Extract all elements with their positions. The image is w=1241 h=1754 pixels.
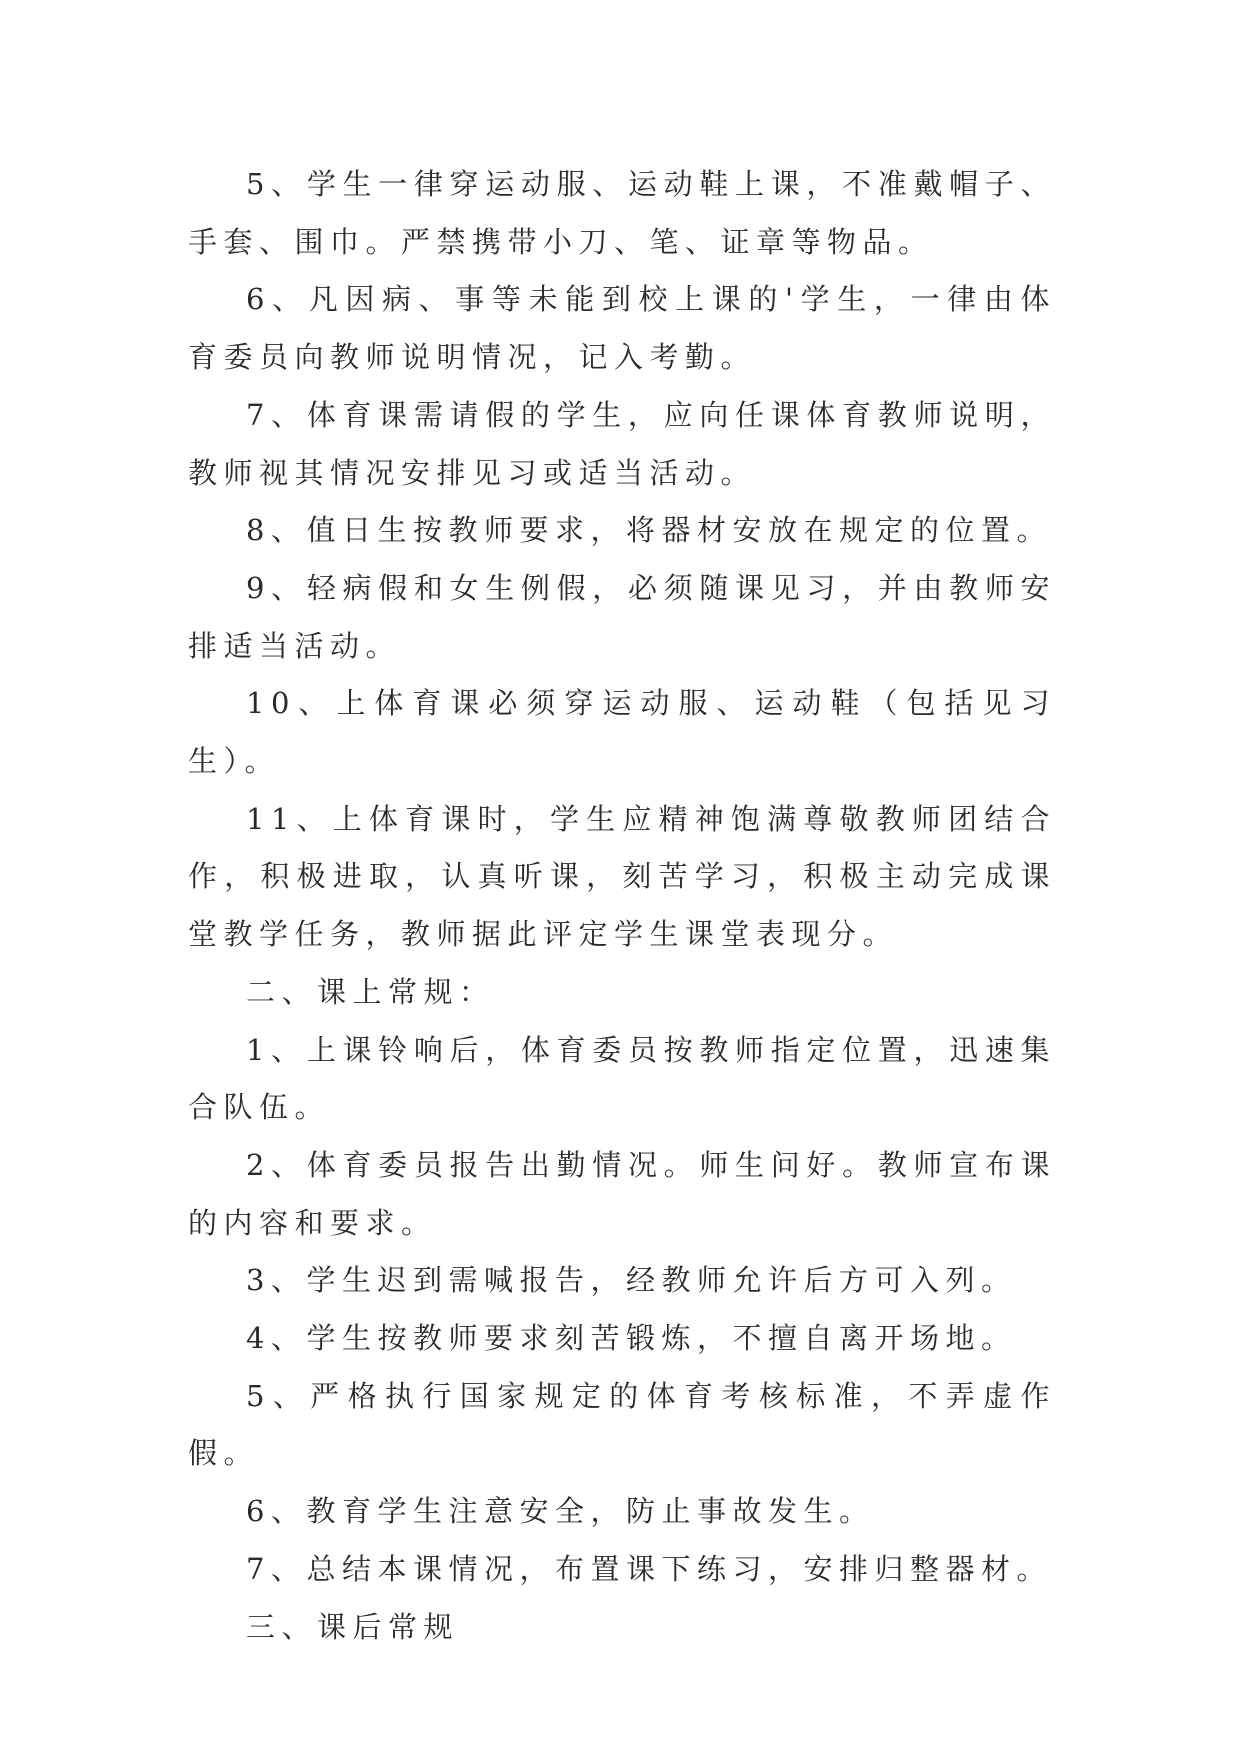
paragraph-in-class-3: 3、学生迟到需喊报告，经教师允许后方可入列。 [246, 1263, 1017, 1298]
paragraph-in-class-4: 4、学生按教师要求刻苦锻炼，不擅自离开场地。 [246, 1321, 1017, 1356]
section-heading-in-class: 二、课上常规： [246, 974, 495, 1009]
paragraph-rule-9-sick-leave: 9、轻病假和女生例假，必须随课见习，并由教师安排适当活动。 [188, 570, 1056, 663]
document-body [188, 156, 1056, 1656]
paragraph-rule-7-leave: 7、体育课需请假的学生，应向任课体育教师说明，教师视其情况安排见习或适当活动。 [188, 397, 1056, 490]
paragraph-in-class-7: 7、总结本课情况，布置课下练习，安排归整器材。 [246, 1551, 1052, 1586]
paragraph-in-class-1: 1、上课铃响后，体育委员按教师指定位置，迅速集合队伍。 [188, 1032, 1056, 1125]
paragraph-rule-8-equipment: 8、值日生按教师要求，将器材安放在规定的位置。 [246, 513, 1052, 548]
paragraph-rule-5-attire: 5、学生一律穿运动服、运动鞋上课，不准戴帽子、手套、围巾。严禁携带小刀、笔、证章等物品。 [188, 167, 1056, 259]
paragraph-in-class-5: 5、严格执行国家规定的体育考核标准，不弄虚作假。 [188, 1378, 1056, 1471]
paragraph-in-class-6: 6、教育学生注意安全，防止事故发生。 [246, 1494, 875, 1529]
paragraph-in-class-2: 2、体育委员报告出勤情况。师生问好。教师宣布课的内容和要求。 [188, 1147, 1056, 1240]
section-heading-after-class: 三、课后常规 [246, 1609, 460, 1644]
paragraph-rule-10-sportswear: 10、上体育课必须穿运动服、运动鞋（包括见习生）。 [188, 686, 1056, 779]
paragraph-rule-11-conduct: 11、上体育课时，学生应精神饱满尊敬教师团结合作，积极进取，认真听课，刻苦学习，积极主动完成课堂教学任务，教师据此评定学生课堂表现分。 [188, 801, 1056, 952]
paragraph-rule-6-absence: 6、凡因病、事等未能到校上课的'学生，一律由体育委员向教师说明情况，记入考勤。 [188, 282, 1056, 375]
